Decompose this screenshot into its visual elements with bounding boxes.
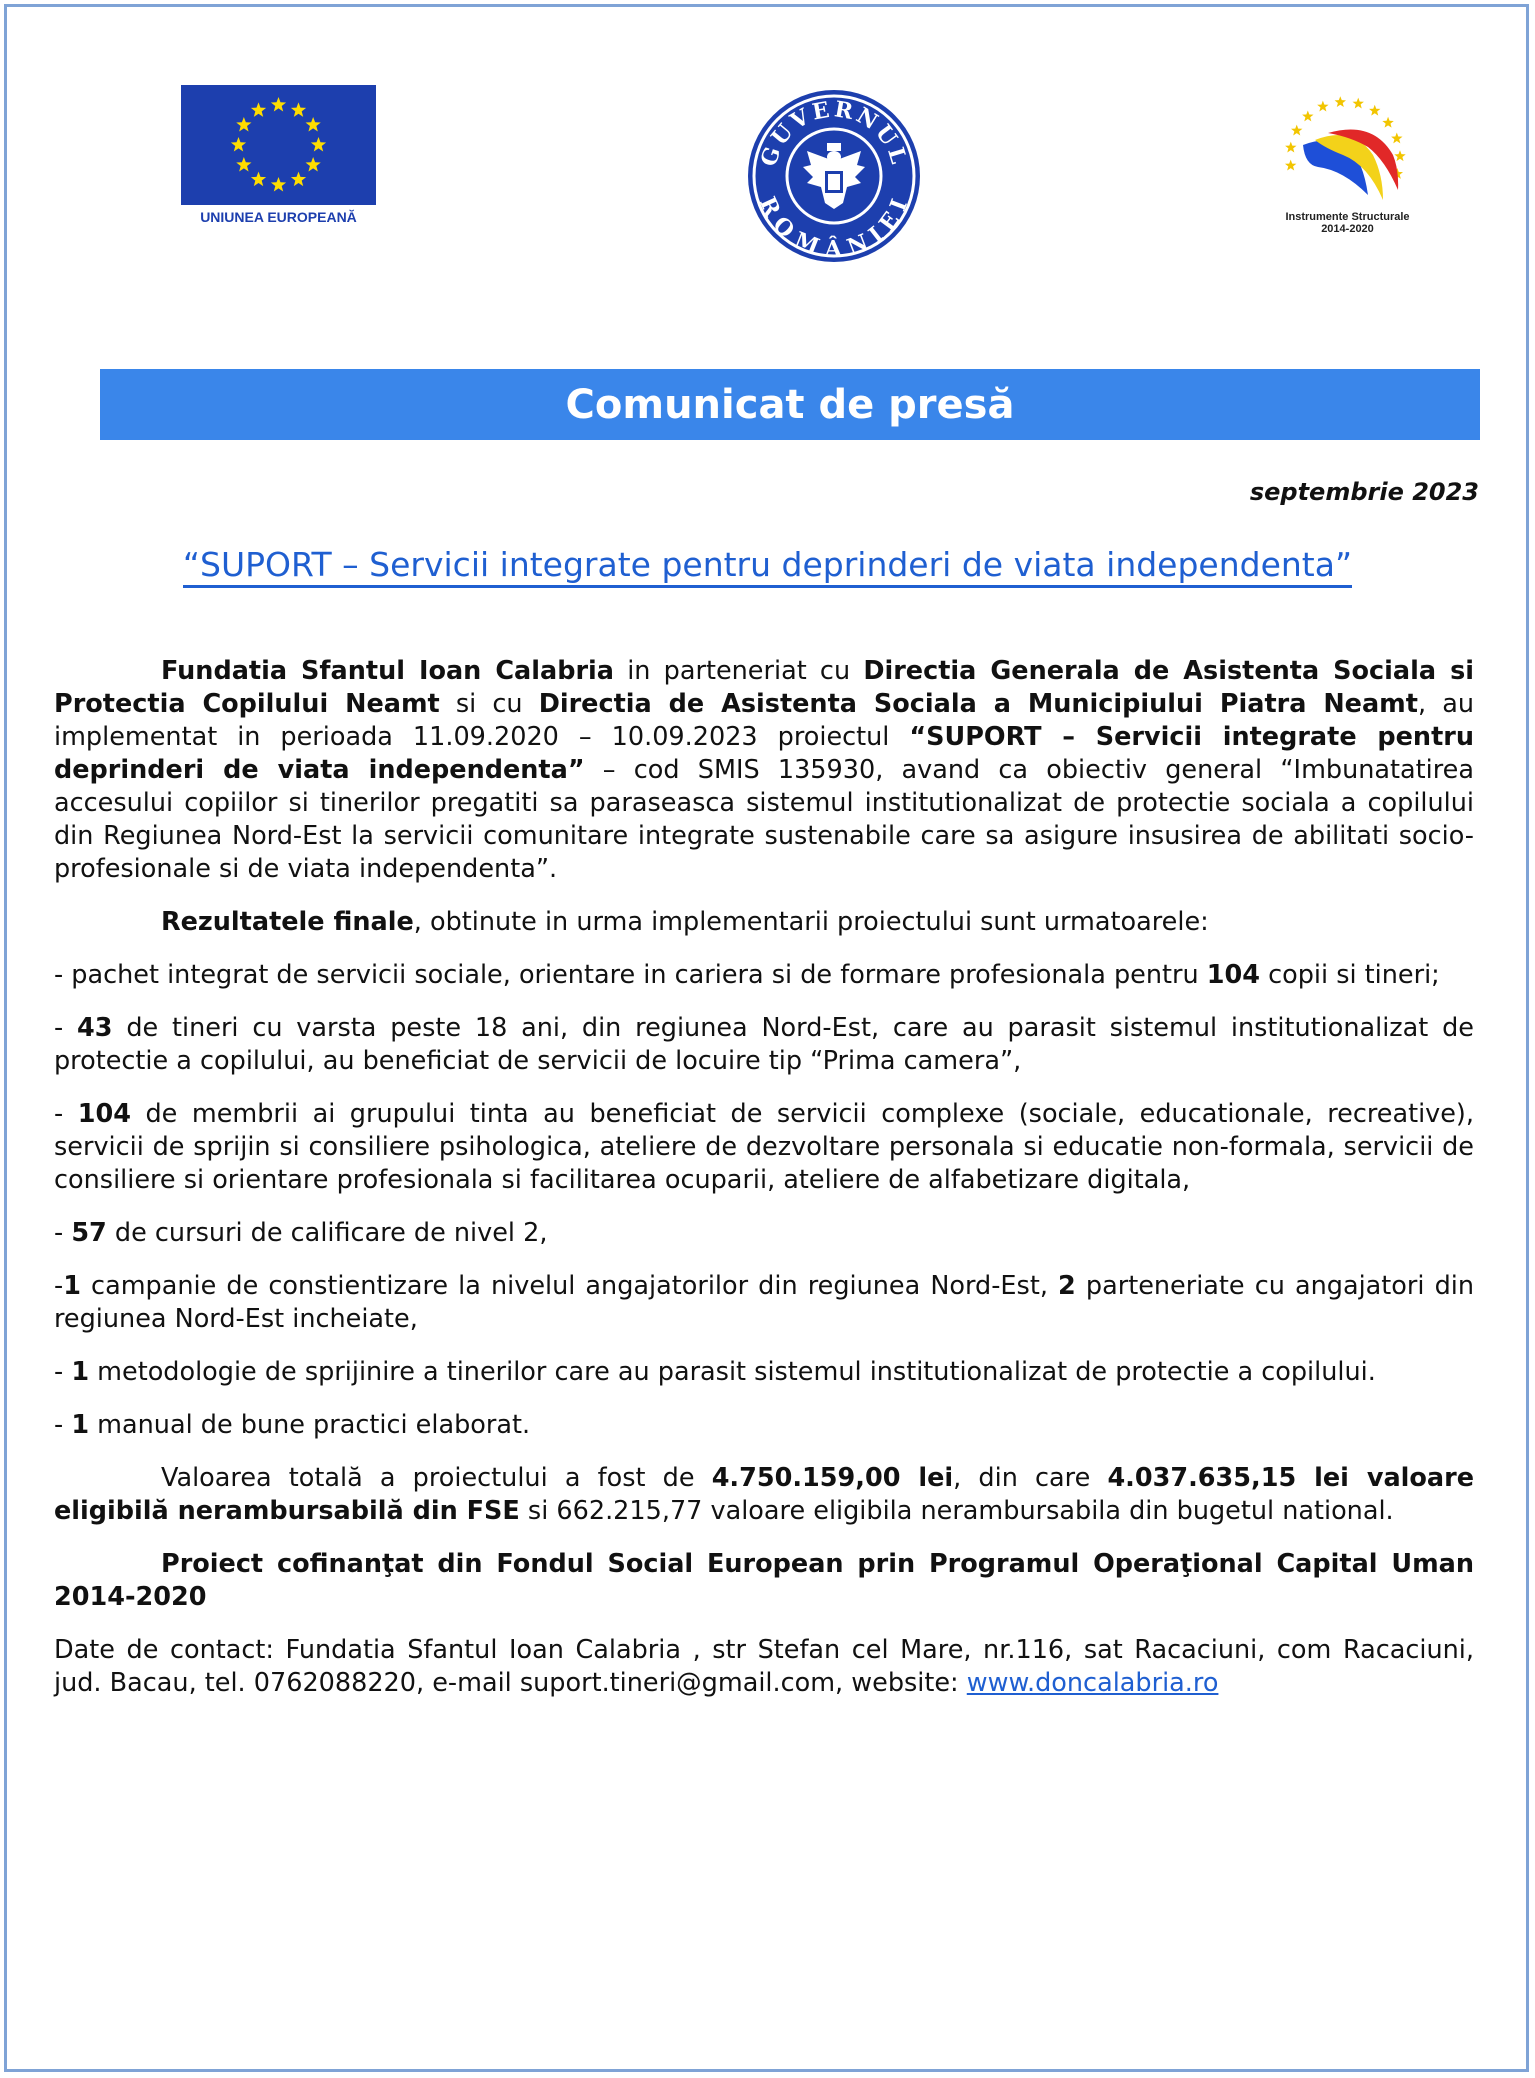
press-release-banner (100, 369, 1480, 440)
is-star-icon (1369, 105, 1380, 116)
intro-text-1: in parteneriat cu (613, 656, 864, 686)
result-text: de cursuri de calificare de nivel 2, (106, 1218, 548, 1248)
result-number: 104 (77, 1099, 131, 1129)
result-text: campanie de constientizare la nivelul angajatorilor din regiunea Nord-Est, (80, 1271, 1059, 1301)
intro-text-3: , au implementat in perioada 11.09.2020 – 10.09.2023 proiectul (54, 689, 1474, 752)
cofinance-text: Proiect cofinanţat din Fondul Social European prin Programul Operaţional Capital Uman 2014-2020 (54, 1549, 1474, 1612)
project-title (0, 545, 1535, 584)
value-text-3: si 662.215,77 valoare eligibila nerambursabila din bugetul national. (519, 1496, 1394, 1526)
is-star-icon (1335, 96, 1346, 107)
result-text: - (54, 1271, 64, 1301)
result-text: - (54, 1357, 72, 1387)
result-number: 57 (71, 1218, 107, 1248)
cofinance-note (54, 1548, 1474, 1614)
result-text: metodologie de sprijinire a tinerilor care au parasit sistemul institutionalizat de protectie a copilului. (89, 1357, 1376, 1387)
partner-2: Directia de Asistenta Sociala a Municipiului Piatra Neamt (538, 689, 1418, 719)
result-text: parteneriate cu angajatori din regiunea Nord-Est incheiate, (54, 1271, 1475, 1334)
is-caption-line1: Instrumente Structurale (1285, 211, 1410, 223)
guvernul-romaniei-seal (745, 87, 923, 265)
eu-caption: UNIUNEA EUROPEANĂ (200, 209, 357, 225)
value-text-1: Valoarea totală a proiectului a fost de (161, 1463, 712, 1493)
contact-text: Date de contact: Fundatia Sfantul Ioan Calabria , str Stefan cel Mare, nr.116, sat Racaciuni, com Racaciuni, jud. Bacau, tel. 0762088220, e-mail suport.tineri@gmail.com, website: (54, 1635, 1474, 1698)
result-text: - pachet integrat de servicii sociale, orientare in cariera si de formare profesionala pentru (54, 960, 1207, 990)
results-intro-rest: , obtinute in urma implementarii proiectului sunt urmatoarele: (413, 907, 1209, 937)
result-item (54, 1270, 1474, 1336)
result-item (54, 1409, 1474, 1442)
is-caption-line2: 2014-2020 (1321, 223, 1374, 235)
instrumente-structurale-caption (1240, 211, 1455, 235)
result-text: de tineri cu varsta peste 18 ani, din regiunea Nord-Est, care au parasit sistemul institutionalizat de protectie a copilului, au beneficiat de servicii de locuire tip “Prima camera”, (54, 1013, 1474, 1076)
project-name: “SUPORT – Servicii integrate pentru deprinderi de viata independenta” (54, 722, 1475, 785)
intro-text-2: si cu (439, 689, 539, 719)
result-number: 1 (71, 1410, 90, 1440)
is-star-icon (1394, 150, 1405, 161)
is-star-icon (1285, 142, 1296, 153)
website-link[interactable]: www.doncalabria.ro (966, 1668, 1219, 1698)
seal-text-bottom: ROMÂNIEI (754, 192, 914, 263)
result-number: 1 (63, 1271, 81, 1301)
org-name: Fundatia Sfantul Ioan Calabria (161, 656, 614, 686)
result-text: - (54, 1013, 78, 1043)
is-star-icon (1317, 101, 1328, 112)
result-number: 1 (71, 1357, 90, 1387)
project-title-text: “SUPORT – Servicii integrate pentru deprinderi de viata independenta” (183, 545, 1352, 588)
instrumente-structurale-icon (1273, 85, 1408, 215)
result-text: - (54, 1410, 72, 1440)
is-star-icon (1382, 117, 1393, 128)
eu-logo (181, 85, 378, 225)
result-text: de membrii ai grupului tinta au beneficiat de servicii complexe (sociale, educationale, recreative), servicii de sprijin si consiliere psihologica, ateliere de dezvoltare personala si educatie non-formala, servicii de consiliere si orientare profesionala si facilitarea ocuparii, ateliere de alfabetizare digitala, (54, 1099, 1474, 1195)
eu-flag-icon (181, 85, 376, 205)
seal-text-top: GUVERNUL (755, 96, 913, 170)
eligible-value: 4.037.635,15 lei valoare eligibilă nerambursabilă din FSE (54, 1463, 1474, 1526)
is-star-icon (1291, 125, 1302, 136)
result-number: 43 (77, 1013, 113, 1043)
body-text (54, 655, 1474, 1720)
result-text: - (54, 1099, 78, 1129)
partner-1: Directia Generala de Asistenta Sociala si Protectia Copilului Neamt (54, 656, 1474, 719)
result-number: 2 (1058, 1271, 1076, 1301)
is-star-icon (1391, 133, 1402, 144)
results-intro (54, 906, 1474, 939)
result-text: copii si tineri; (1260, 960, 1440, 990)
intro-paragraph (54, 655, 1474, 886)
instrumente-structurale-logo (1240, 85, 1455, 235)
result-item (54, 1012, 1474, 1078)
is-star-icon (1353, 98, 1364, 109)
result-item (54, 1217, 1474, 1250)
result-item (54, 1356, 1474, 1389)
result-number: 104 (1206, 960, 1261, 990)
is-star-icon (1302, 110, 1313, 121)
result-item (54, 1098, 1474, 1197)
result-item (54, 959, 1474, 992)
result-text: - (54, 1218, 72, 1248)
banner-title: Comunicat de presă (565, 381, 1015, 428)
value-paragraph (54, 1462, 1474, 1528)
results-intro-bold: Rezultatele finale (161, 907, 414, 937)
intro-text-4: – cod SMIS 135930, avand ca obiectiv general “Imbunatatirea accesului copiilor si tinerilor pregatiti sa paraseasca sistemul institutionalizat de protectie sociala a copilului din Regiunea Nord-Est la servicii comunitare integrate sustenabile care sa asigure insusirea de abilitati socio-profesionale si de viata independenta”. (54, 755, 1474, 884)
result-text: manual de bune practici elaborat. (89, 1410, 531, 1440)
release-date: septembrie 2023 (1249, 478, 1479, 506)
total-value: 4.750.159,00 lei (711, 1463, 954, 1493)
contact-info (54, 1634, 1474, 1700)
is-star-icon (1285, 160, 1296, 171)
value-text-2: , din care (953, 1463, 1108, 1493)
